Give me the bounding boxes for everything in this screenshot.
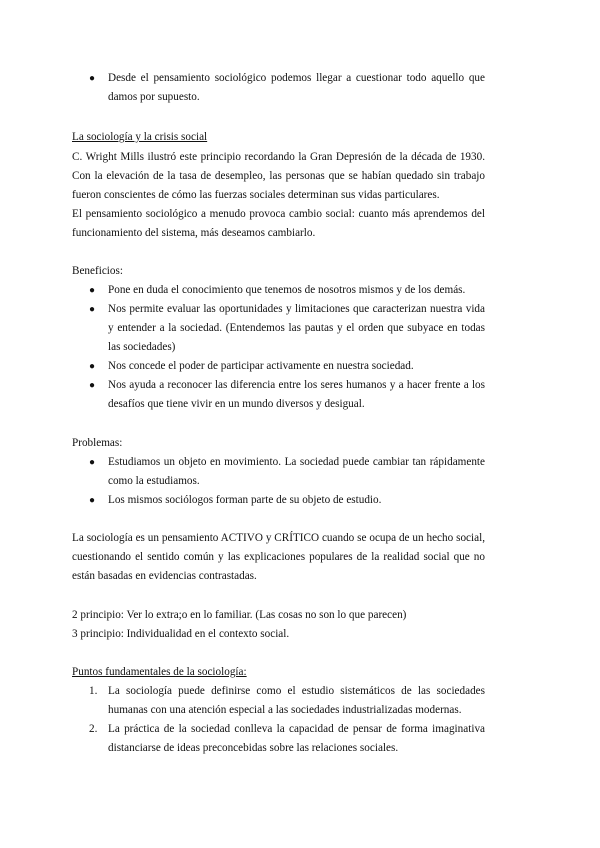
list-item: Desde el pensamiento sociológico podemos llegar a cuestionar todo aquello que damos por supuesto. — [108, 72, 485, 103]
bullet-icon: ● — [89, 73, 96, 84]
list-number: 1. — [89, 685, 98, 697]
numbered-item: La sociología puede definirse como el estudio sistemáticos de las sociedades humanas con una atención especial a las sociedades industrializadas modernas. — [108, 685, 485, 716]
list-item: Nos ayuda a reconocer las diferencia entre los seres humanos y a hacer frente a los desafíos que tiene vivir en un mundo diversos y desigual. — [108, 379, 485, 410]
bullet-icon: ● — [89, 285, 96, 296]
paragraph-mills: C. Wright Mills ilustró este principio recordando la Gran Depresión de la década de 1930. Con la elevación de la tasa de desempleo, las personas que se habían quedado sin trabajo fueron conscientes de cómo las fuerzas sociales determinan sus vidas particulares. — [72, 151, 485, 201]
puntos-heading: Puntos fundamentales de la sociología: — [72, 666, 247, 678]
list-item: Nos concede el poder de participar activamente en nuestra sociedad. — [108, 360, 414, 372]
section-heading-crisis: La sociología y la crisis social — [72, 131, 208, 143]
bullet-icon: ● — [89, 457, 96, 468]
paragraph-activo-critico: La sociología es un pensamiento ACTIVO y CRÍTICO cuando se ocupa de un hecho social, cuestionando el sentido común y las explicaciones populares de la realidad social que no están basadas en evidencias contrastadas. — [72, 532, 485, 582]
bullet-icon: ● — [89, 361, 96, 372]
paragraph-cambio-social: El pensamiento sociológico a menudo provoca cambio social: cuanto más aprendemos del funcionamiento del sistema, más deseamos cambiarlo. — [72, 208, 485, 239]
principio-line: 2 principio: Ver lo extra;o en lo familiar. (Las cosas no son lo que parecen) — [72, 609, 407, 621]
principio-line: 3 principio: Individualidad en el contexto social. — [72, 628, 290, 640]
bullet-icon: ● — [89, 495, 96, 506]
list-item: Nos permite evaluar las oportunidades y limitaciones que caracterizan nuestra vida y entender a la sociedad. (Entendemos las pautas y el orden que subyace en todas las sociedades) — [108, 303, 485, 353]
bullet-icon: ● — [89, 380, 96, 391]
beneficios-heading: Beneficios: — [72, 265, 123, 277]
bullet-icon: ● — [89, 304, 96, 315]
numbered-item: La práctica de la sociedad conlleva la capacidad de pensar de forma imaginativa distanciarse de ideas preconcebidas sobre las relaciones sociales. — [108, 723, 485, 754]
list-item: Estudiamos un objeto en movimiento. La sociedad puede cambiar tan rápidamente como la estudiamos. — [108, 456, 485, 487]
list-item: Pone en duda el conocimiento que tenemos de nosotros mismos y de los demás. — [108, 284, 466, 296]
list-number: 2. — [89, 723, 98, 735]
problemas-heading: Problemas: — [72, 437, 123, 449]
list-item: Los mismos sociólogos forman parte de su objeto de estudio. — [108, 494, 382, 506]
